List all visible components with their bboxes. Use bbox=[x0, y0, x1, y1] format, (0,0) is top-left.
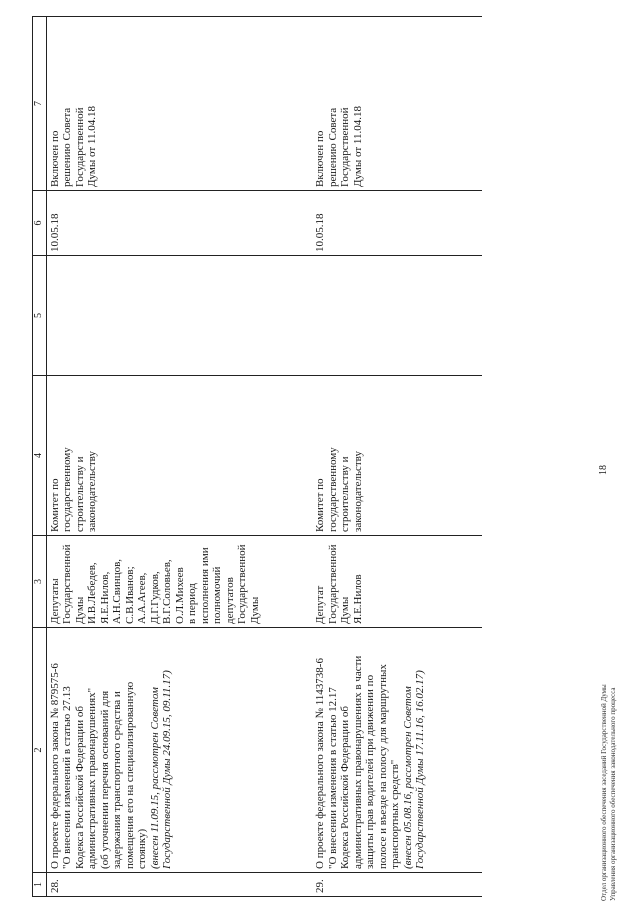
col-header-5: 5 bbox=[33, 256, 47, 376]
authors-cell: Депутат Государственной Думы Я.Е.Нилов bbox=[312, 536, 482, 628]
col-header-4: 4 bbox=[33, 376, 47, 536]
date-cell: 10.05.18 bbox=[312, 191, 482, 256]
empty-cell bbox=[312, 256, 482, 376]
bill-cell bbox=[312, 628, 482, 873]
bill-title: О проекте федерального закона № 1143738-6 "О внесении изменения в статью 12.17 Кодекса Российской Федерации об административных правонарушениях в части защиты прав водителей при движении по полосе и въезде на полосу для маршрутных транспортных средств" bbox=[314, 655, 401, 869]
decision-cell: Включен по решению Совета Государственной Думы от 11.04.18 bbox=[312, 17, 482, 191]
header-row bbox=[33, 17, 47, 897]
bill-note: (внесен 11.09.15, рассмотрен Советом Государственной Думы 24.09.15, 09.11.17) bbox=[148, 670, 173, 869]
row-number: 28. bbox=[46, 873, 312, 897]
row-number: 29. bbox=[312, 873, 482, 897]
date-cell: 10.05.18 bbox=[46, 191, 312, 256]
col-header-7: 7 bbox=[33, 17, 47, 191]
committee-cell: Комитет по государственному строительству и законодательству bbox=[312, 376, 482, 536]
table-row bbox=[46, 17, 312, 897]
col-header-1: 1 bbox=[33, 873, 47, 897]
footer-line-1: Отдел организационного обеспечения заседаний Государственной Думы bbox=[600, 684, 608, 901]
page-number: 18 bbox=[598, 465, 609, 475]
col-header-3: 3 bbox=[33, 536, 47, 628]
col-header-2: 2 bbox=[33, 628, 47, 873]
footer-line-2: Управления организационного обеспечения законодательного процесса bbox=[609, 687, 617, 901]
decision-cell: Включен по решению Совета Государственной Думы от 11.04.18 bbox=[46, 17, 312, 191]
authors-cell: Депутаты Государственной Думы И.В.Лебедев, Я.Е.Нилов, А.Н.Свинцов, С.В.Иванов; А.А.Агеев, Д.Г.Гудков, В.Г.Соловьев, О.Л.Михеев в период исполнения ими полномочий депутатов Государственной Думы bbox=[46, 536, 312, 628]
bills-table bbox=[32, 16, 482, 897]
footer bbox=[600, 684, 618, 901]
table-row bbox=[312, 17, 482, 897]
bill-title: О проекте федерального закона № 879575-6 "О внесении изменений в статью 27.13 Кодекса Российской Федерации об административных правонарушениях" (об уточнении перечня оснований для задержания транспортного средства и помещения его на специализированную стоянку) bbox=[48, 663, 148, 869]
col-header-6: 6 bbox=[33, 191, 47, 256]
bill-cell bbox=[46, 628, 312, 873]
bill-note: (внесен 05.08.16, рассмотрен Советом Государственной Думы 17.11.16, 16.02.17) bbox=[401, 670, 426, 869]
committee-cell: Комитет по государственному строительству и законодательству bbox=[46, 376, 312, 536]
empty-cell bbox=[46, 256, 312, 376]
